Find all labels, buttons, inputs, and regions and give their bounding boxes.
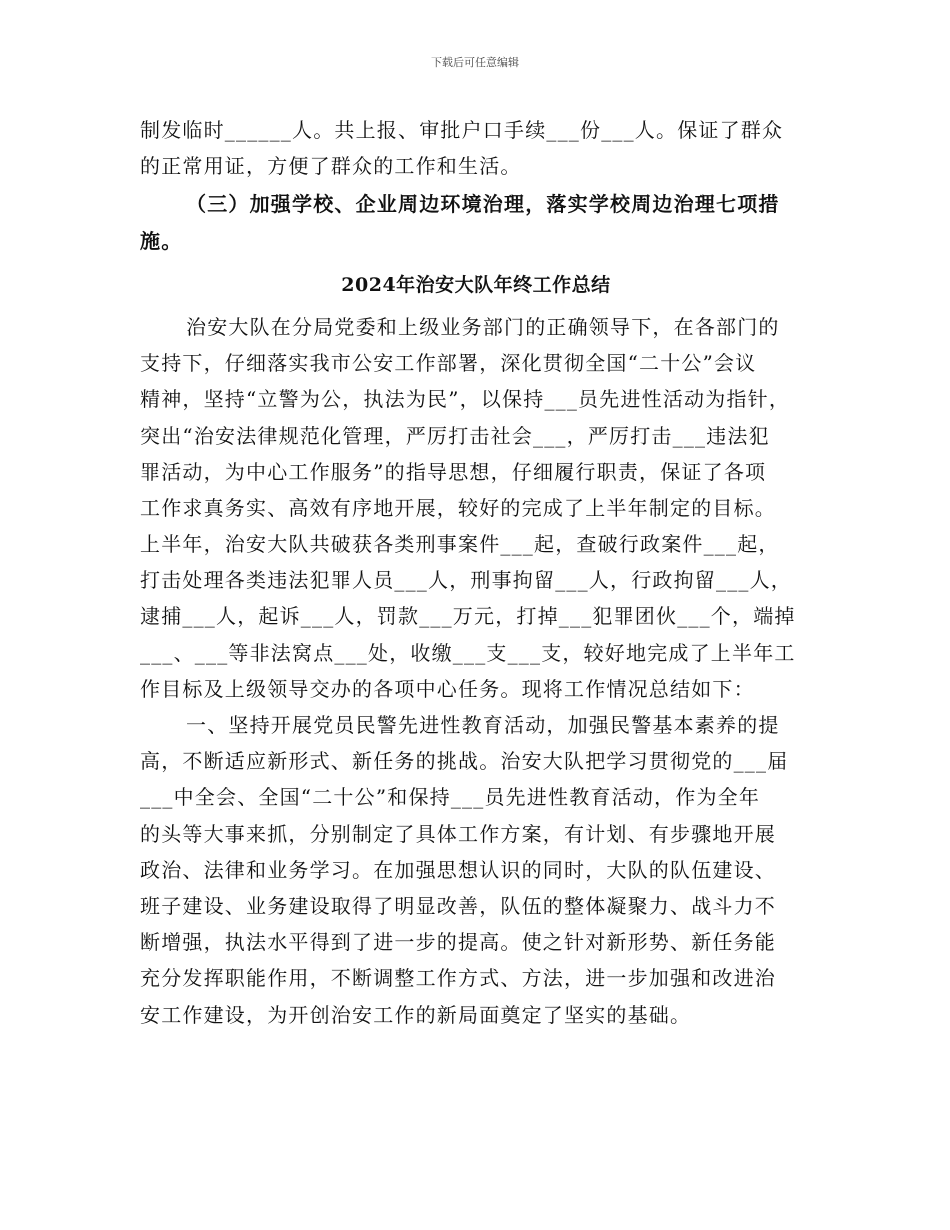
paragraph-line: 断增强，执法水平得到了进一步的提高。使之针对新形势、新任务能 [140,930,776,955]
paragraph-line: 作目标及上级领导交办的各项中心任务。现将工作情况总结如下： [140,676,755,701]
paragraph-line: 的头等大事来抓，分别制定了具体工作方案，有计划、有步骤地开展 [140,821,776,846]
paragraph-line: 支持下，仔细落实我市公安工作部署，深化贯彻全国“二十公”会议 [140,351,757,376]
document-title: 2024年治安大队年终工作总结 [341,273,611,296]
paragraph-line: 上半年，治安大队共破获各类刑事案件___起，查破行政案件___起， [140,532,780,557]
section-heading-line: 施。 [140,228,183,253]
paragraph-line: 一、坚持开展党员民警先进性教育活动，加强民警基本素养的提 [186,713,780,737]
paragraph-line: 充分发挥职能作用，不断调整工作方式、方法，进一步加强和改进治 [140,966,776,991]
paragraph-line: 罪活动，为中心工作服务”的指导思想，仔细履行职责，保证了各项 [140,459,767,484]
paragraph-line: ___中全会、全国“二十公”和保持___员先进性教育活动，作为全年 [140,785,761,810]
paragraph-line: 工作求真务实、高效有序地开展，较好的完成了上半年制定的目标。 [140,495,776,520]
paragraph-line: 安工作建设，为开创治安工作的新局面奠定了坚实的基础。 [140,1002,692,1027]
intro-line: 制发临时______人。共上报、审批户口手续___份___人。保证了群众 [140,118,784,142]
page-header: 下载后可任意编辑 [431,56,519,69]
paragraph-line: 政治、法律和业务学习。在加强思想认识的同时，大队的队伍建设、 [140,857,776,882]
paragraph-line: 突出“治安法律规范化管理，严厉打击社会___，严厉打击___违法犯 [140,423,770,448]
paragraph-line: 治安大队在分局党委和上级业务部门的正确领导下，在各部门的 [186,314,780,339]
document-body [140,112,812,1033]
section-heading-line: （三）加强学校、企业周边环境治理，落实学校周边治理七项措 [186,192,780,217]
intro-line: 的正常用证，方便了群众的工作和生活。 [140,154,522,179]
paragraph-line: ___、___等非法窝点___处，收缴___支___支，较好地完成了上半年工 [140,640,796,665]
paragraph-line: 打击处理各类违法犯罪人员___人，刑事拘留___人，行政拘留___人， [140,568,792,593]
paragraph-line: 逮捕___人，起诉___人，罚款___万元，打掉___犯罪团伙___个，端掉 [140,604,796,629]
paragraph-line: 高，不断适应新形式、新任务的挑战。治安大队把学习贯彻党的___届 [140,749,789,774]
paragraph-line: 精神，坚持“立警为公，执法为民”，以保持___员先进性活动为指针， [140,387,791,412]
paragraph-line: 班子建设、业务建设取得了明显改善，队伍的整体凝聚力、战斗力不 [140,893,776,918]
